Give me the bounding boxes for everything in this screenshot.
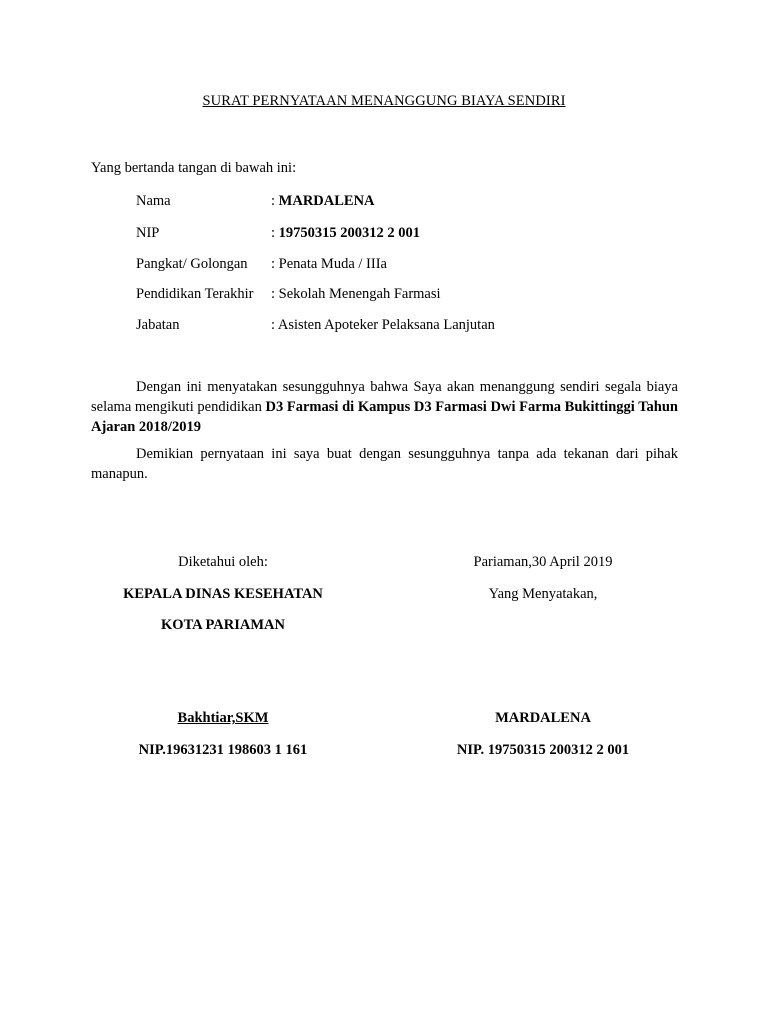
field-label: Pangkat/ Golongan [136, 256, 248, 272]
field-separator: : [271, 256, 279, 272]
field-row-nip [136, 225, 420, 242]
field-separator: : [271, 225, 279, 241]
field-value: Penata Muda / IIIa [278, 256, 387, 272]
left-signer-name [100, 710, 346, 727]
field-value: Asisten Apoteker Pelaksana Lanjutan [277, 317, 495, 333]
field-label: Nama [136, 193, 171, 209]
program-name: D3 Farmasi di Kampus D3 Farmasi Dwi Farma Bukittinggi Tahun Ajaran 2018/2019 [91, 399, 678, 435]
intro-text: Yang bertanda tangan di bawah ini: [91, 160, 297, 176]
field-value: Sekolah Menengah Farmasi [278, 286, 441, 302]
left-signer-nip: NIP.19631231 198603 1 161 [138, 742, 308, 758]
office-title-line1: KEPALA DINAS KESEHATAN [123, 586, 323, 602]
field-row-pendidikan [136, 286, 441, 303]
place-date: Pariaman,30 April 2019 [473, 554, 613, 570]
field-separator: : [271, 286, 279, 302]
field-value: MARDALENA [278, 193, 375, 209]
field-value: 19750315 200312 2 001 [278, 225, 421, 241]
field-row-jabatan [136, 317, 495, 334]
field-row-pangkat [136, 256, 387, 273]
field-separator: : [271, 317, 278, 333]
statement-text: Dengan ini menyatakan sesungguhnya bahwa Saya akan menanggung sendiri segala biaya selama mengikuti pendidikan [91, 379, 678, 415]
known-by-label: Diketahui oleh: [178, 554, 268, 570]
office-title-line2: KOTA PARIAMAN [161, 617, 285, 633]
field-label: NIP [136, 225, 160, 241]
stated-by-label: Yang Menyatakan, [488, 586, 598, 602]
left-signer-name-text: Bakhtiar,SKM [177, 710, 269, 726]
right-signer-nip: NIP. 19750315 200312 2 001 [456, 742, 630, 758]
field-separator: : [271, 193, 279, 209]
right-signer-name: MARDALENA [495, 710, 591, 726]
field-row-nama [136, 193, 375, 210]
field-label: Pendidikan Terakhir [136, 286, 254, 302]
closing-paragraph: Demikian pernyataan ini saya buat dengan sesungguhnya tanpa ada tekanan dari pihak manapun. [91, 446, 678, 482]
document-title: SURAT PERNYATAAN MENANGGUNG BIAYA SENDIRI [202, 93, 566, 109]
statement-paragraph [91, 377, 678, 437]
field-label: Jabatan [136, 317, 180, 333]
